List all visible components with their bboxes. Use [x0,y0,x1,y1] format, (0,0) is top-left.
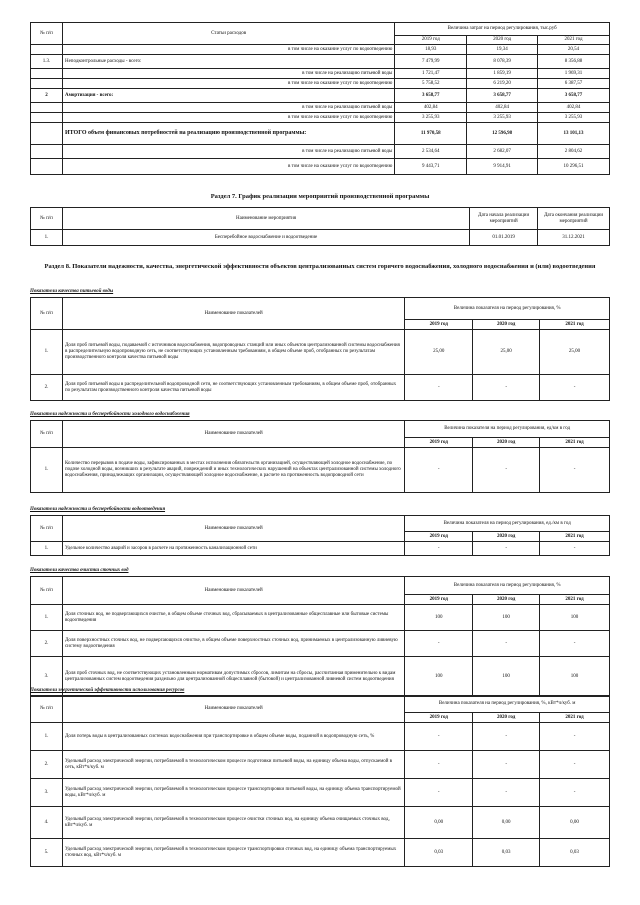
schedule-table [30,207,610,246]
row-value-2020: 3 658,77 [467,89,538,103]
row-num: 1. [31,605,63,631]
table-row [31,113,610,123]
row-name: в том числе на реализацию питьевой воды [62,103,394,113]
year-header: 2020 год [473,438,540,448]
row-value: 0,00 [540,807,610,839]
row-value: 100 [473,605,540,631]
row-value: - [540,631,610,657]
row-value: - [473,751,540,779]
row-num [31,159,63,175]
table-row [31,69,610,79]
row-name: Бесперебойное водоснабжение и водоотведение [62,230,469,246]
col-name-header: Статьи расходов [62,23,394,45]
row-value: 100 [405,657,473,697]
row-num: 1. [31,542,63,556]
row-value-2019: 7 479,99 [395,55,467,69]
table-row [31,605,610,631]
row-num: 4. [31,807,63,839]
year-header: 2020 год [473,320,540,330]
row-name: Удельный расход электрической энергии, потребляемой в технологическом процессе транспортировки питьевой воды, на единицу объема транспортируемой воды, кВт*ч/куб. м [62,779,404,807]
row-value: - [473,631,540,657]
year-header: 2021 год [540,595,610,605]
row-value: - [405,779,473,807]
col-values-header: Величина показателя на период регулирования, ед/км в год [405,421,610,438]
row-value-2020: 3 255,93 [467,113,538,123]
year-header: 2019 год [405,595,473,605]
section-8-title: Раздел 8. Показатели надежности, качества, энергетической эффективности объектов централизованных систем горячего водоснабжения, холодного водоснабжения и (или) водоотведения [44,263,596,270]
table-row [31,542,610,556]
col-num-header: № п/п [31,298,63,330]
table-row [31,779,610,807]
row-num: 3. [31,657,63,697]
subtitle-wastewater-reliability: Показатели надежности и бесперебойности водоотведения [30,507,166,512]
row-num [31,69,63,79]
col-num-header: № п/п [31,208,63,230]
row-num [31,103,63,113]
row-name: ИТОГО объем финансовых потребностей на реализацию производственной программы: [62,123,394,145]
year-header: 2021 год [540,713,610,723]
row-name: Доля проб сточных вод, не соответствующих установленным нормативам допустимых сбросов, лимитам на сбросы, рассчитанная применительно к видам централизованных систем водоотведения раздельно для централизованной общесплавной (бытовой) и централизованной ливневой систем водоотведения [62,657,404,697]
row-value-2019: 2 534,64 [395,145,467,159]
col-name-header: Наименование показателей [62,421,404,448]
year-header: 2021 год [540,438,610,448]
subtitle-wastewater-treatment: Показатели качества очистки сточных вод [30,568,129,573]
col-values-header: Величина затрат на период регулирования, тыс.руб [395,23,610,36]
row-value: - [473,375,540,401]
row-name: Доля потерь воды в централизованных системах водоснабжения при транспортировке в общем объеме воды, поданной в водопроводную сеть, % [62,723,404,751]
col-num-header: № п/п [31,23,63,45]
row-name: Удельный расход электрической энергии, потребляемой в технологическом процессе транспортировки сточных вод, на единицу объема транспортируемых сточных вод, кВт*ч/куб. м [62,839,404,867]
subtitle-drinking-water-quality: Показатели качества питьевой воды [30,289,114,294]
row-name: Удельный расход электрической энергии, потребляемой в технологическом процессе очистки сточных вод, на единицу объема очищаемых сточных вод, кВт*ч/куб. м [62,807,404,839]
table-row [31,89,610,103]
year-2021-header: 2021 год [538,36,610,45]
year-header: 2019 год [405,532,473,542]
row-value: - [405,631,473,657]
financial-needs-table [30,22,610,175]
row-value-2019: 1 721,47 [395,69,467,79]
table-row [31,230,610,246]
row-value-2020: 19,34 [467,45,538,55]
row-value: 25,00 [473,330,540,375]
row-value: - [405,448,473,493]
year-2019-header: 2019 год [395,36,467,45]
row-num: 1. [31,230,63,246]
row-value: - [540,723,610,751]
row-num [31,123,63,145]
row-name: Доля сточных вод, не подвергающихся очистке, в общем объеме сточных вод, сбрасываемых в централизованные общесплавные или бытовые системы водоотведения [62,605,404,631]
row-end: 31.12.2021 [538,230,610,246]
row-value: 100 [473,657,540,697]
year-header: 2020 год [473,532,540,542]
row-value: 0,00 [473,807,540,839]
row-value-2020: 9 914,91 [467,159,538,175]
row-name: Доля поверхностных сточных вод, не подвергающихся очистке, в общем объеме поверхностных сточных вод, принимаемых в централизованную ливневую систему водоотведения [62,631,404,657]
col-name-header: Наименование показателей [62,516,404,542]
col-num-header: № п/п [31,421,63,448]
row-num: 1.3. [31,55,63,69]
table-row [31,55,610,69]
year-header: 2021 год [540,532,610,542]
table-row [31,839,610,867]
row-num: 1. [31,723,63,751]
row-value: - [540,751,610,779]
row-value-2021: 2 804,62 [538,145,610,159]
row-value-2021: 3 255,93 [538,113,610,123]
col-num-header: № п/п [31,577,63,605]
row-value-2021: 6 387,57 [538,79,610,89]
row-value-2019: 3 255,93 [395,113,467,123]
table-row [31,751,610,779]
row-value: - [473,542,540,556]
table-row [31,375,610,401]
row-name: Амортизация - всего: [62,89,394,103]
row-num: 2 [31,89,63,103]
indicator-table [30,420,610,493]
row-name: в том числе на реализацию питьевой воды [62,145,394,159]
row-value-2020: 6 219,20 [467,79,538,89]
table-row [31,45,610,55]
row-num [31,45,63,55]
row-value: 100 [540,605,610,631]
row-num [31,113,63,123]
indicator-table [30,515,610,556]
row-name: Неподконтрольные расходы - всего: [62,55,394,69]
col-name-header: Наименование показателей [62,298,404,330]
row-name: в том числе на реализацию питьевой воды [62,69,394,79]
row-value-2021: 8 356,88 [538,55,610,69]
row-value: - [405,542,473,556]
subtitle-cold-water-reliability: Показатели надежности и бесперебойности холодного водоснабжения [30,412,190,417]
row-name: в том числе на оказание услуг по водоотведению [62,79,394,89]
row-value: - [473,448,540,493]
row-start: 01.01.2019 [470,230,538,246]
year-header: 2021 год [540,320,610,330]
row-num: 2. [31,631,63,657]
row-value: 100 [540,657,610,697]
year-header: 2020 год [473,595,540,605]
row-value-2021: 13 101,13 [538,123,610,145]
row-value-2019: 18,93 [395,45,467,55]
table-row [31,631,610,657]
table-row [31,159,610,175]
row-value-2019: 3 658,77 [395,89,467,103]
col-num-header: № п/п [31,696,63,723]
row-name: Доля проб питьевой воды, подаваемой с источников водоснабжения, водопроводных станций или иных объектов централизованной системы водоснабжения в распределительную водопроводную сеть, не соответствующих установленным требованиям, в общем объеме проб, отобранных по результатам производственного контроля качества питьевой воды [62,330,404,375]
table-row [31,103,610,113]
row-value: - [405,723,473,751]
col-name-header: Наименование показателей [62,696,404,723]
row-value-2021: 10 296,51 [538,159,610,175]
table-row [31,330,610,375]
row-value-2020: 8 078,39 [467,55,538,69]
row-name: в том числе на оказание услуг по водоотведению [62,113,394,123]
row-value-2020: 2 682,07 [467,145,538,159]
row-value: 0,03 [540,839,610,867]
row-value: - [540,375,610,401]
col-num-header: № п/п [31,516,63,542]
section-7-title: Раздел 7. График реализации мероприятий производственной программы [210,193,430,200]
row-value: - [473,723,540,751]
row-value: - [473,779,540,807]
row-value-2021: 20,54 [538,45,610,55]
col-end-header: Дата окончания реализации мероприятий [538,208,610,230]
row-num [31,79,63,89]
row-value-2020: 12 596,98 [467,123,538,145]
col-name-header: Наименование показателей [62,577,404,605]
row-value-2020: 1 859,19 [467,69,538,79]
row-value-2019: 9 443,71 [395,159,467,175]
indicator-table [30,576,610,697]
table-row [31,123,610,145]
row-name: в том числе на оказание услуг по водоотведению [62,45,394,55]
col-start-header: Дата начала реализации мероприятий [470,208,538,230]
row-value: - [540,542,610,556]
year-header: 2019 год [405,438,473,448]
row-name: Количество перерывов в подаче воды, зафиксированных в местах исполнения обязательств организацией, осуществляющей холодное водоснабжение, по подаче холодной воды, возникших в результате аварий, повреждений и иных технологических нарушений на объектах централизованной системы холодного водоснабжения, принадлежащих организации, осуществляющей холодное водоснабжение, в расчете на протяженность водопроводной сети [62,448,404,493]
table-row [31,723,610,751]
row-value-2021: 1 969,31 [538,69,610,79]
year-header: 2019 год [405,320,473,330]
table-row [31,807,610,839]
col-values-header: Величина показателя на период регулирования, %, кВт*ч/куб. м [405,696,610,713]
year-header: 2020 год [473,713,540,723]
row-value-2021: 3 658,77 [538,89,610,103]
year-header: 2019 год [405,713,473,723]
row-num: 2. [31,751,63,779]
row-value: - [540,779,610,807]
row-num: 1. [31,448,63,493]
table-row [31,448,610,493]
row-name: Доля проб питьевой воды в распределительной водопроводной сети, не соответствующих установленным требованиям, в общем объеме проб, отобранных по результатам производственного контроля качества питьевой воды [62,375,404,401]
row-value-2019: 11 970,58 [395,123,467,145]
row-value-2021: 402,84 [538,103,610,113]
col-values-header: Величина показателя на период регулирования, % [405,577,610,595]
row-value: - [405,751,473,779]
row-name: в том числе на оказание услуг по водоотведению [62,159,394,175]
row-value: 100 [405,605,473,631]
row-value-2020: 402,84 [467,103,538,113]
row-num: 5. [31,839,63,867]
row-value: 0,03 [473,839,540,867]
row-value: - [540,448,610,493]
row-name: Удельный расход электрической энергии, потребляемой в технологическом процессе подготовки питьевой воды, на единицу объема воды, отпускаемой в сеть, кВт*ч/куб. м [62,751,404,779]
row-num [31,145,63,159]
row-value-2019: 5 758,52 [395,79,467,89]
col-name-header: Наименование мероприятия [62,208,469,230]
row-value-2019: 402,84 [395,103,467,113]
row-value: 0,03 [405,839,473,867]
indicator-table [30,695,610,867]
row-value: - [405,375,473,401]
row-name: Удельное количество аварий и засоров в расчете на протяженность канализационной сети [62,542,404,556]
subtitle-energy-efficiency: Показатели энергетической эффективности использования ресурсов [30,688,185,693]
row-num: 3. [31,779,63,807]
year-2020-header: 2020 год [467,36,538,45]
row-value: 0,00 [405,807,473,839]
table-row [31,145,610,159]
indicator-table [30,297,610,401]
row-value: 25,00 [540,330,610,375]
col-values-header: Величина показателя на период регулирования, ед./км в год [405,516,610,532]
col-values-header: Величина показателя на период регулирования, % [405,298,610,320]
row-num: 2. [31,375,63,401]
row-value: 25,00 [405,330,473,375]
table-row [31,79,610,89]
row-num: 1. [31,330,63,375]
